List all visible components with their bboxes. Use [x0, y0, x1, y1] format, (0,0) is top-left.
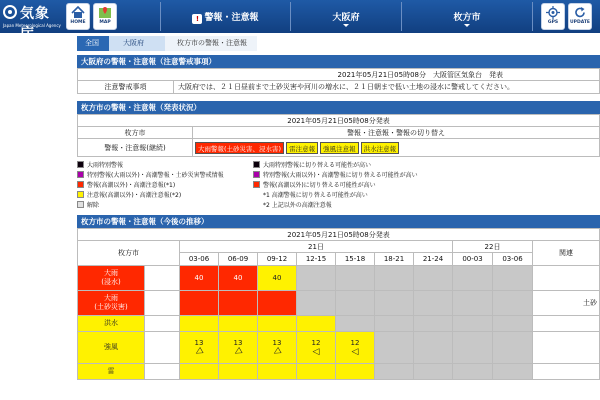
related-cell	[533, 266, 600, 291]
legend-item: 大雨特別警報	[77, 160, 123, 169]
forecast-cell	[336, 364, 375, 380]
forecast-row	[78, 266, 600, 291]
forecast-cell	[336, 332, 375, 364]
forecast-row	[78, 291, 600, 316]
forecast-cell	[219, 364, 258, 380]
warning-chip[interactable]: 雷注意報	[286, 142, 318, 154]
legend-item: 大雨特別警報に切り替える可能性が高い	[253, 160, 371, 169]
forecast-row	[78, 332, 600, 364]
forecast-cell	[180, 291, 219, 316]
forecast-row-label: 大雨 (土砂災害)	[78, 291, 145, 316]
forecast-cell	[493, 316, 533, 332]
forecast-cell: 40	[258, 266, 297, 291]
home-icon	[71, 6, 85, 19]
warning-chips	[193, 139, 600, 157]
forecast-cell: 40	[219, 266, 258, 291]
forecast-cell	[219, 332, 258, 364]
forecast-cell	[297, 266, 336, 291]
forecast-cell	[219, 291, 258, 316]
forecast-cell: 40	[180, 266, 219, 291]
column-header: 警報・注意報・警報の切り替え	[193, 127, 600, 139]
forecast-cell	[258, 316, 297, 332]
legend-swatch	[77, 161, 84, 168]
time-header: 09-12	[258, 253, 297, 266]
forecast-cell	[375, 364, 414, 380]
legend-item: 注意報(高潮以外)・高潮注意報(*2)	[77, 190, 181, 199]
legend-item: 特別警報(大雨以外)・高潮警報に切り替える可能性が高い	[253, 170, 418, 179]
status-table	[77, 114, 600, 157]
wind-speed: 13	[194, 338, 204, 347]
forecast-blank-cell	[145, 266, 180, 291]
forecast-cell	[375, 266, 414, 291]
main-content	[77, 55, 600, 380]
wind-arrow-icon: ◁	[312, 346, 320, 357]
forecast-cell	[336, 291, 375, 316]
chevron-down-icon	[464, 24, 470, 27]
forecast-cell	[297, 332, 336, 364]
forecast-cell	[375, 316, 414, 332]
nav-warnings[interactable]	[161, 0, 290, 33]
refresh-icon	[573, 6, 587, 19]
update-button[interactable]: UPDATE	[568, 3, 592, 30]
legend-swatch	[253, 171, 260, 178]
forecast-row-label: 雷	[78, 364, 145, 380]
legend-swatch	[77, 201, 84, 208]
map-icon	[98, 6, 112, 19]
wind-speed: 13	[233, 338, 243, 347]
warning-icon: !	[192, 14, 202, 24]
gps-button[interactable]: GPS	[541, 3, 565, 30]
forecast-row	[78, 316, 600, 332]
forecast-cell	[258, 291, 297, 316]
legend-swatch	[253, 161, 260, 168]
warning-chip[interactable]: 強風注意報	[320, 142, 359, 154]
forecast-cell	[414, 332, 453, 364]
nav-city[interactable]	[402, 0, 532, 33]
forecast-cell	[414, 316, 453, 332]
caution-text: 大阪府では、２１日昼前まで土砂災害や河川の増水に、２１日朝まで低い土地の浸水に警戒してください。	[174, 81, 600, 94]
logo-ja: 気象庁	[20, 6, 50, 42]
chevron-down-icon	[343, 24, 349, 27]
section-heading: 枚方市の警報・注意報（発表状況）	[77, 101, 600, 114]
nav-city-label: 枚方市	[453, 13, 481, 23]
forecast-cell	[414, 291, 453, 316]
wind-arrow-icon: ◁	[271, 345, 283, 358]
day-header: 21日	[180, 241, 453, 253]
issued-time: 2021年05月21日05時08分発表	[78, 229, 600, 241]
related-header: 関連	[533, 241, 600, 266]
warning-chip[interactable]: 大雨警報(土砂災害、浸水害)	[195, 142, 284, 154]
gps-icon	[546, 6, 560, 19]
time-header: 21-24	[414, 253, 453, 266]
city-header: 枚方市	[78, 241, 180, 266]
forecast-cell	[453, 291, 493, 316]
caution-table	[77, 68, 600, 94]
legend-swatch	[77, 191, 84, 198]
forecast-cell	[297, 316, 336, 332]
forecast-blank-cell	[145, 332, 180, 364]
legend	[77, 157, 600, 215]
breadcrumb-prefecture[interactable]: 大阪府	[109, 36, 165, 51]
legend-note: *1 高潮警報に切り替える可能性が高い	[263, 192, 368, 199]
breadcrumb	[77, 36, 257, 51]
logo-en: Japan Meteorological Agency	[3, 23, 61, 28]
row-label: 警報・注意報(継続)	[78, 139, 193, 157]
forecast-cell	[414, 364, 453, 380]
forecast-cell	[336, 316, 375, 332]
time-header: 18-21	[375, 253, 414, 266]
time-header: 12-15	[297, 253, 336, 266]
forecast-row-label: 洪水	[78, 316, 145, 332]
issued-time: 2021年05月21日05時08分発表	[78, 115, 600, 127]
nav-prefecture-label: 大阪府	[332, 13, 360, 23]
legend-swatch	[253, 181, 260, 188]
forecast-cell	[375, 291, 414, 316]
forecast-cell	[375, 332, 414, 364]
forecast-cell	[493, 364, 533, 380]
legend-swatch	[77, 181, 84, 188]
forecast-cell	[453, 364, 493, 380]
wind-speed: 12	[350, 338, 360, 347]
nav-divider	[532, 2, 533, 31]
breadcrumb-current: 枚方市の警報・注意報	[165, 36, 257, 51]
forecast-cell	[453, 266, 493, 291]
forecast-cell	[493, 291, 533, 316]
forecast-row-label: 強風	[78, 332, 145, 364]
time-header: 03-06	[180, 253, 219, 266]
related-cell	[533, 332, 600, 364]
forecast-row-label: 大雨 (浸水)	[78, 266, 145, 291]
legend-item: 解除	[77, 200, 99, 209]
legend-swatch	[77, 171, 84, 178]
legend-item: 警報(高潮以外)・高潮注意報(*1)	[77, 180, 175, 189]
breadcrumb-national[interactable]: 全国	[77, 36, 109, 51]
wind-speed: 13	[272, 338, 282, 347]
forecast-cell	[258, 332, 297, 364]
forecast-table	[77, 228, 600, 380]
forecast-cell	[336, 266, 375, 291]
forecast-blank-cell	[145, 316, 180, 332]
row-label: 注意警戒事項	[78, 81, 174, 94]
wind-arrow-icon: ◁	[232, 345, 244, 358]
wind-speed: 12	[311, 338, 321, 347]
forecast-cell	[493, 266, 533, 291]
section-heading: 大阪府の警報・注意報（注意警戒事項）	[77, 55, 600, 68]
nav-warnings-label: 警報・注意報	[204, 13, 259, 23]
legend-item: 警報(高潮以外)に切り替える可能性が高い	[253, 180, 376, 189]
forecast-cell	[180, 316, 219, 332]
forecast-cell	[414, 266, 453, 291]
legend-note: *2 上記以外の高潮注意報	[263, 202, 332, 209]
issued-time: 2021年05月21日05時08分 大阪管区気象台 発表	[78, 69, 600, 81]
forecast-cell	[493, 332, 533, 364]
section-heading: 枚方市の警報・注意報（今後の推移）	[77, 215, 600, 228]
related-cell	[533, 316, 600, 332]
forecast-cell	[219, 316, 258, 332]
related-cell: 土砂	[533, 291, 600, 316]
nav-prefecture[interactable]	[291, 0, 401, 33]
jma-logo-icon	[3, 5, 17, 19]
forecast-cell	[453, 332, 493, 364]
legend-item: 特別警報(大雨以外)・高潮警報・土砂災害警戒情報	[77, 170, 224, 179]
forecast-row	[78, 364, 600, 380]
forecast-cell	[180, 332, 219, 364]
map-button[interactable]: MAP	[93, 3, 117, 30]
time-header: 00-03	[453, 253, 493, 266]
home-button[interactable]: HOME	[66, 3, 90, 30]
forecast-cell	[180, 364, 219, 380]
time-header: 06-09	[219, 253, 258, 266]
time-header: 15-18	[336, 253, 375, 266]
related-cell	[533, 364, 600, 380]
column-header: 枚方市	[78, 127, 193, 139]
top-header	[0, 0, 600, 42]
jma-logo[interactable]	[3, 3, 61, 42]
forecast-blank-cell	[145, 291, 180, 316]
day-header: 22日	[453, 241, 533, 253]
warning-chip[interactable]: 洪水注意報	[361, 142, 400, 154]
forecast-cell	[297, 291, 336, 316]
time-header: 03-06	[493, 253, 533, 266]
wind-arrow-icon: ◁	[193, 345, 205, 358]
forecast-blank-cell	[145, 364, 180, 380]
forecast-cell	[453, 316, 493, 332]
wind-arrow-icon: ◁	[351, 346, 359, 357]
forecast-cell	[297, 364, 336, 380]
forecast-cell	[258, 364, 297, 380]
